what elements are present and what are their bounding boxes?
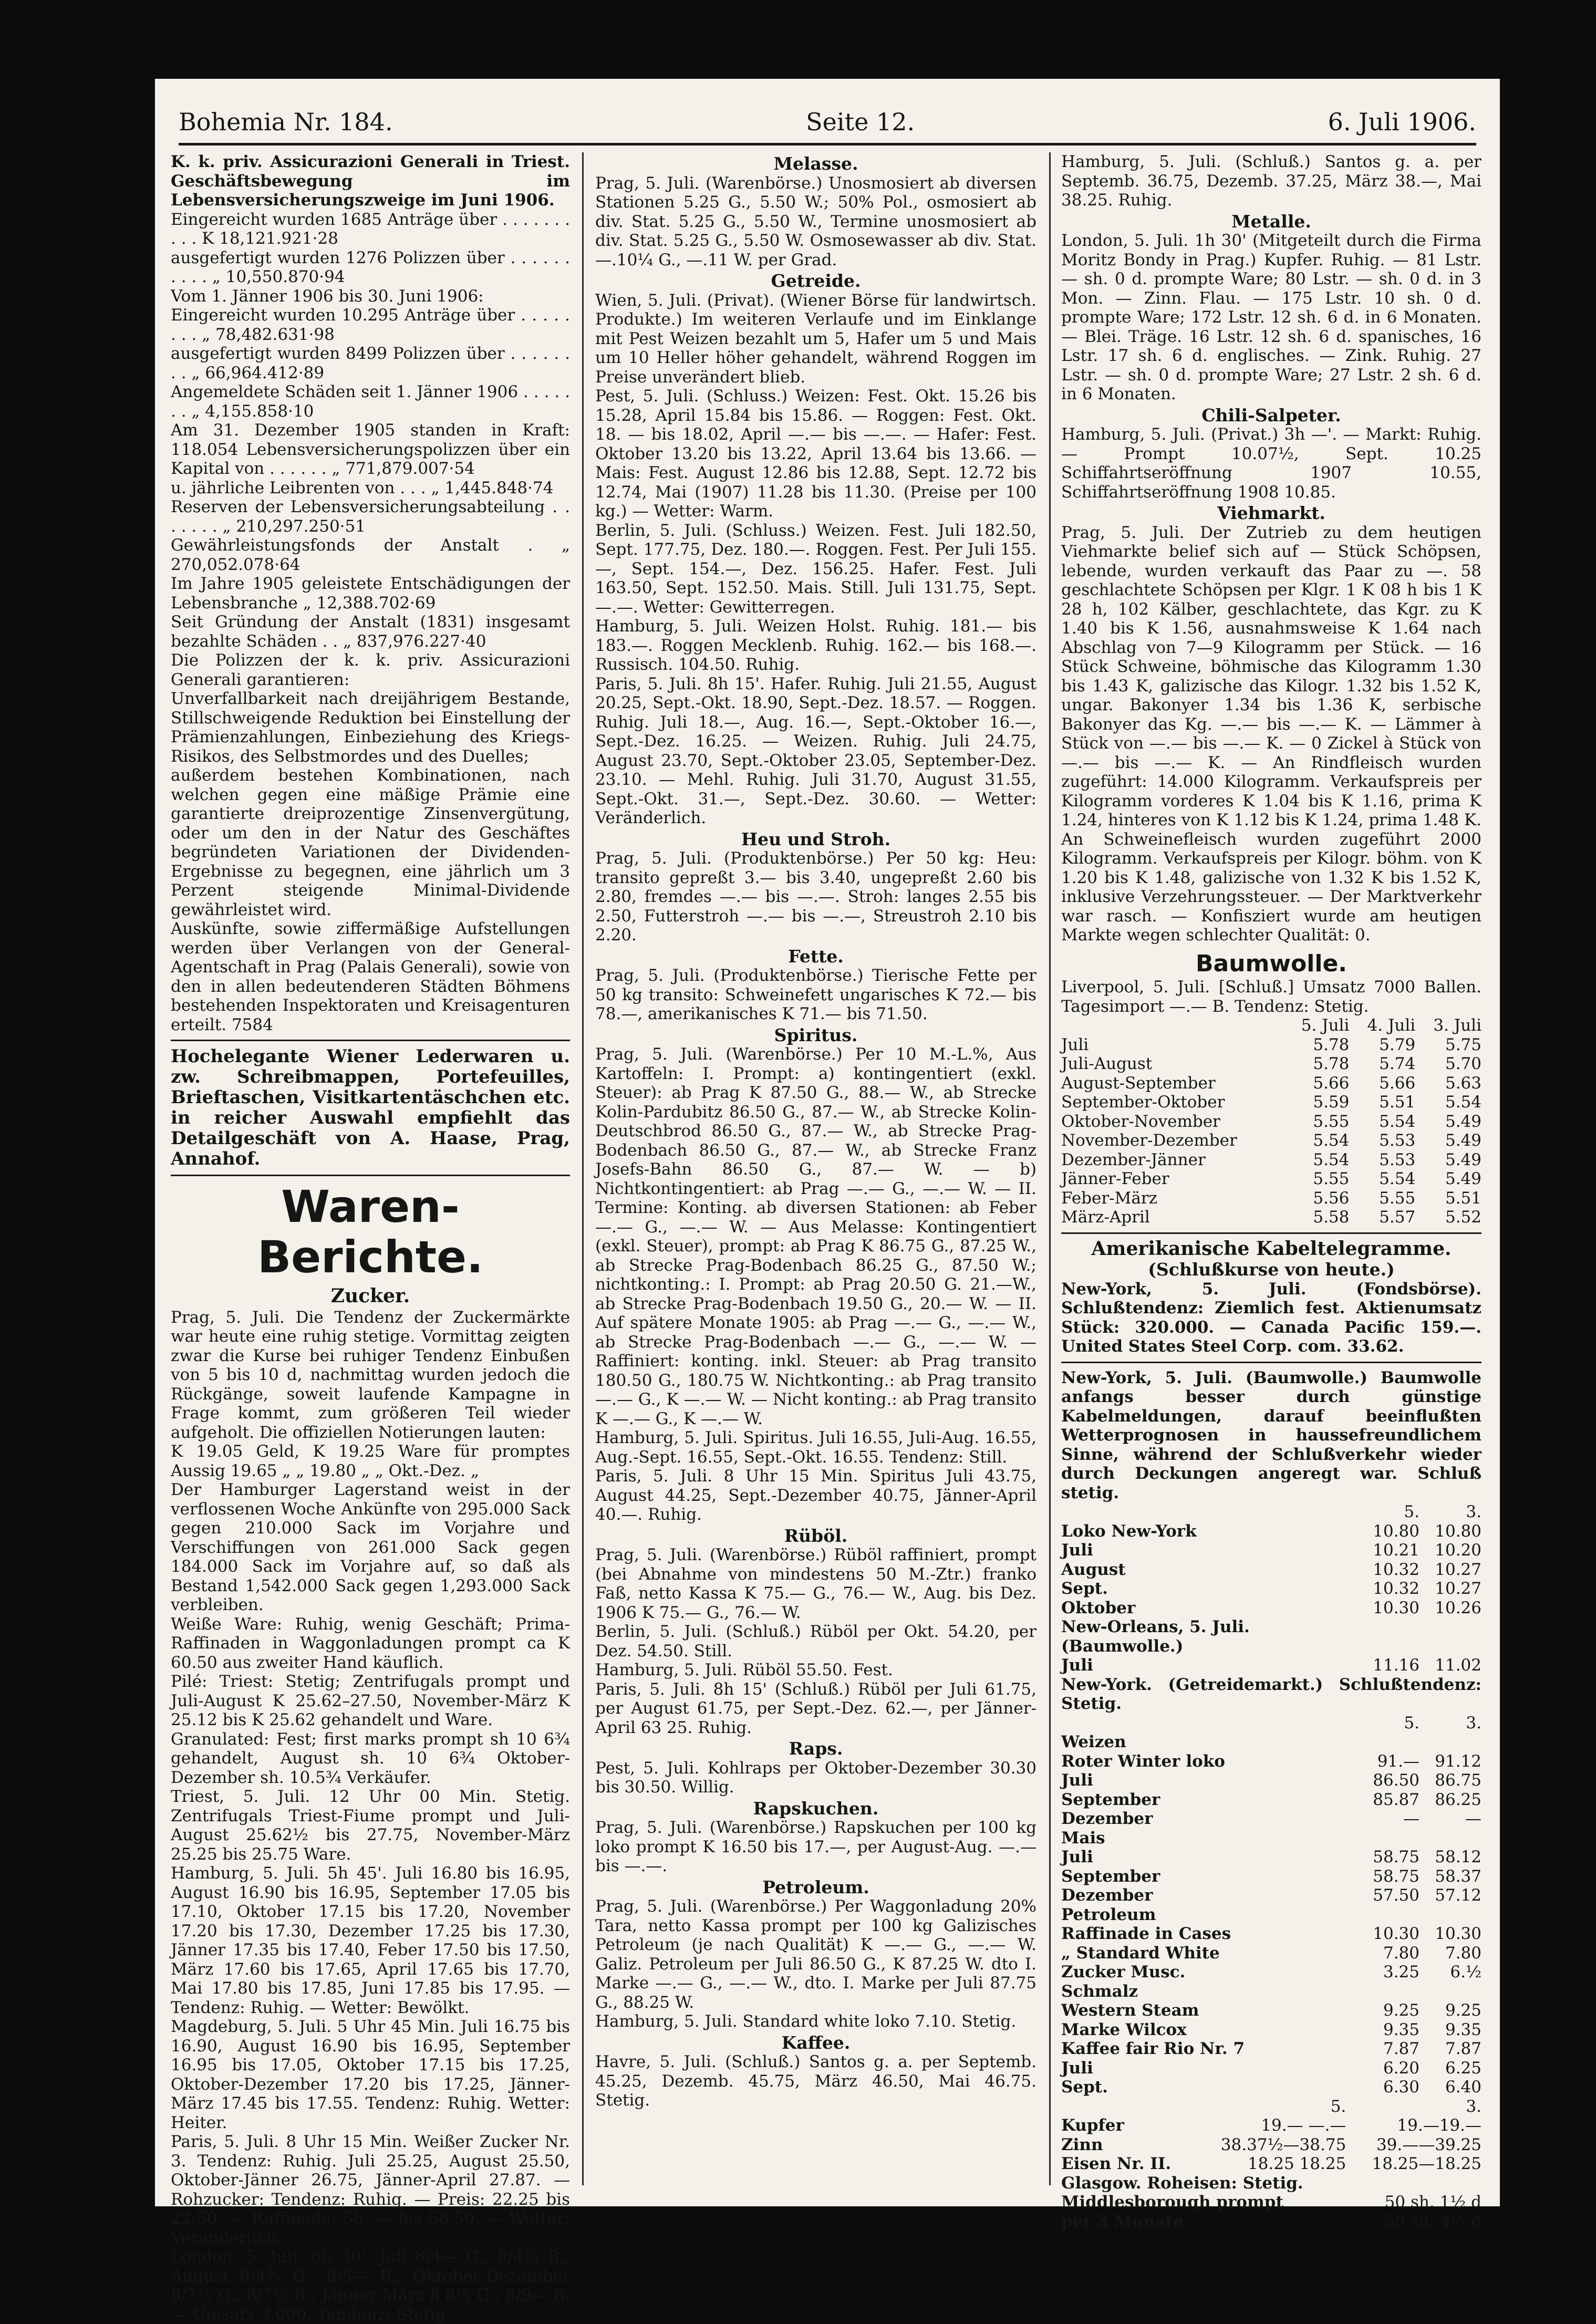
table-cell <box>1357 1829 1419 1848</box>
table-cell <box>1419 1905 1481 1925</box>
masthead: Bohemia Nr. 184. <box>179 108 393 136</box>
paragraph: Gewährleistungsfonds der Anstalt . „ 270,052.078·64 <box>171 536 570 574</box>
paragraph: Hamburg, 5. Juli. Rüböl 55.50. Fest. <box>595 1661 893 1679</box>
table-cell: 5. <box>1404 1713 1419 1732</box>
table-cell: Middlesborough prompt <box>1061 2193 1283 2212</box>
column-1 <box>171 152 570 2324</box>
table-row <box>1061 1074 1481 1093</box>
paragraph: Eingereicht wurden 10.295 Anträge über . . . . . . . . „ 78,482.631·98 <box>171 306 570 344</box>
paragraph: K. k. priv. Assicurazioni Generali in Triest. Geschäftsbewegung im Lebensversicherungszweige im Juni 1906. <box>171 152 570 210</box>
table-cell <box>1419 1732 1481 1752</box>
paragraph: Magdeburg, 5. Juli. 5 Uhr 45 Min. Juli 16.75 bis 16.90, August 16.90 bis 16.95, September 16.95 bis 17.05, Oktober 17.15 bis 17.25, Oktober-Dezember 17.20 bis 17.25, Jänner-März 17.45 bis 17.55. Tendenz: Ruhig. Wetter: Heiter. <box>171 2017 570 2132</box>
paragraph: London, 5. Juli. 8h 30'. Juli 8/4— G., 8/4¾ B., August 8/4¾ G., 8/5— B., Oktober-Dezember 8/7½ G., 8/7½ B., Jänner-März 8 8½ G., 8/9— B. — Umsatz 3.000. Tendenz: Stetig. <box>171 2247 570 2324</box>
table-row <box>1061 1982 1481 2001</box>
table-cell: 91.12 <box>1435 1751 1481 1771</box>
cotton-ny-table <box>1061 1502 1481 1675</box>
paragraph: Angemeldete Schäden seit 1. Jänner 1906 . . . . . . . „ 4,155.858·10 <box>171 382 570 421</box>
table-cell: 4. Juli <box>1367 1016 1416 1035</box>
table-row <box>1061 1886 1481 1905</box>
paragraph: Prag, 5. Juli. (Produktenbörse.) Per 50 kg: Heu: transito gepreßt 3.— bis 3.40, ungepreßt 2.60 bis 2.80, fremdes —.— bis —.—. Stroh: langes 2.55 bis 2.50, Futterstroh —.— bis —.—, Streustroh 2.10 bis 2.20. <box>595 849 1037 945</box>
table-cell: 5.53 <box>1379 1131 1416 1150</box>
section-title: Amerikanische Kabeltelegramme. <box>1091 1237 1452 1260</box>
table-cell <box>1061 1714 1357 1733</box>
table-row <box>1061 2039 1481 2059</box>
table-cell: 6.½ <box>1450 1963 1481 1981</box>
table-cell: 5.55 <box>1313 1112 1350 1131</box>
paragraph: ausgefertigt wurden 1276 Polizzen über . . . . . . . . . . „ 10,550.870·94 <box>171 248 570 286</box>
paragraph: Liverpool, 5. Juli. [Schluß.] Umsatz 7000 Ballen. Tagesimport —.— B. Tendenz: Stetig. <box>1061 978 1481 1016</box>
table-cell: 50 sh. 4½ d <box>1384 2212 1481 2231</box>
paragraph: Prag, 5. Juli. (Warenbörse.) Per 10 M.-L.%, Aus Kartoffeln: I. Prompt: a) kontingentiert (exkl. Steuer): ab Prag K 87.50 G., 88.— W., ab Strecke Kolin-Pardubitz 86.50 G., 87.— W., ab Strecke Kolin-Deutschbrod 86.50 G., 87.— W., ab Strecke Prag-Bodenbach 86.50 G., 87.— W., ab Strecke Franz Josefs-Bahn 86.50 G., 87.— W. — b) Nichtkontingentiert: ab Prag —.— G., —.— W. — II. Termine: Konting. ab diversen Stationen: ab Feber —.— G., —.— W. — Aus Melasse: Kontingentiert (exkl. Steuer), prompt: ab Prag K 86.75 G., 87.25 W., ab Strecke Prag-Bodenbach 86.25 G., 87.50 W.; nichtkonting.: I. Prompt: ab Prag 20.50 G. 21.—W., ab Strecke Prag-Bodenbach 19.50 G., 20.— W. — II. Auf spätere Monate 1905: ab Prag —.— G., —.— W., ab Strecke Prag-Bodenbach —.— G., —.— W. — Raffiniert: konting. inkl. Steuer: ab Prag transito 180.50 G., 180.75 W. Nichtkonting.: ab Prag transito —.— G., K —.— W. — Nicht konting.: ab Prag transito K —.— G., K —.— W. <box>595 1045 1037 1428</box>
paragraph: Pest, 5. Juli. Kohlraps per Oktober-Dezember 30.30 bis 30.50. Willig. <box>595 1758 1037 1797</box>
table-cell: 9.35 <box>1383 2020 1419 2039</box>
table-cell: 7.80 <box>1383 1943 1419 1963</box>
table-row <box>1061 1829 1481 1848</box>
table-cell: Raffinade in Cases <box>1061 1924 1231 1943</box>
table-cell: 5.49 <box>1445 1169 1481 1188</box>
table-cell: September-Oktober <box>1061 1093 1225 1112</box>
table-cell <box>1419 1829 1481 1848</box>
table-cell: November-Dezember <box>1061 1131 1237 1150</box>
paragraph: Hamburg, 5. Juli. Standard white loko 7.10. Stetig. <box>595 2012 1017 2031</box>
table-row <box>1061 1579 1481 1599</box>
table-cell: „ Standard White <box>1061 1943 1220 1963</box>
paragraph: Paris, 5. Juli. 8 Uhr 15 Min. Spiritus Juli 43.75, August 44.25, Sept.-Dezember 40.75, Jänner-April 40.—. Ruhig. <box>595 1467 1037 1524</box>
table-row <box>1061 2001 1481 2020</box>
table-cell: 5.51 <box>1445 1188 1481 1208</box>
glasgow-table <box>1061 2193 1481 2231</box>
table-cell: September <box>1061 1790 1160 1809</box>
table-cell: 57.12 <box>1435 1886 1481 1905</box>
table-row <box>1061 1169 1481 1189</box>
table-cell: 3. Juli <box>1433 1016 1481 1035</box>
table-cell: 5.49 <box>1445 1112 1481 1131</box>
section-subtitle: (Schlußkurse von heute.) <box>1148 1259 1395 1280</box>
table-row <box>1061 2212 1481 2232</box>
table-cell: 5.52 <box>1445 1208 1481 1227</box>
table-row <box>1061 2193 1481 2212</box>
table-cell: März-April <box>1061 1208 1150 1227</box>
table-row <box>1061 1752 1481 1771</box>
paragraph: Paris, 5. Juli. 8h 15'. Hafer. Ruhig. Juli 21.55, August 20.25, Sept.-Okt. 18.90, Sept.-Dez. 18.57. — Roggen. Ruhig. Juli 18.—, Aug. 16.—, Sept.-Oktober 16.—, Sept.-Dez. 16.25. — Weizen. Ruhig. Juli 24.75, August 23.70, Sept.-Oktober 23.05, September-Dez. 23.10. — Mehl. Ruhig. Juli 31.70, August 31.55, Sept.-Okt. 31.—, Sept.-Dez. 30.60. — Wetter: Veränderlich. <box>595 674 1037 827</box>
table-row <box>1061 2116 1481 2135</box>
section-heading: Getreide. <box>771 271 861 291</box>
table-header-row <box>1061 1714 1481 1733</box>
section-heading: Heu und Stroh. <box>741 828 891 849</box>
table-cell: 10.80 <box>1435 1521 1481 1541</box>
table-cell: 5. Juli <box>1301 1016 1350 1035</box>
table-cell: 3.25 <box>1383 1963 1419 1981</box>
paragraph: Prag, 5. Juli. Die Tendenz der Zuckermärkte war heute eine ruhig stetige. Vormittag zeigten zwar die Kurse bei ruhiger Tendenz Einbußen von 5 bis 10 d, nachmittag wurden jedoch die Rückgänge, soweit laufende Kampagne in Frage kommt, zum größeren Teil wieder aufgeholt. Die offiziellen Notierungen lauten: <box>171 1308 570 1442</box>
table-cell: Schmalz <box>1061 1981 1138 2001</box>
table-cell: Juli <box>1061 1656 1093 1675</box>
paragraph: Hamburg, 5. Juli. (Privat.) 3h —'. — Markt: Ruhig. — Prompt 10.07½, Sept. 10.25 Schiffahrtseröffnung 1907 10.55, Schiffahrtseröffnung 1908 10.85. <box>1061 425 1481 502</box>
table-cell: 18.25 18.25 <box>1247 2154 1346 2173</box>
page-header <box>179 101 1476 146</box>
table-cell <box>1357 1905 1419 1925</box>
table-cell: 10.80 <box>1373 1521 1419 1541</box>
table-cell: 5.66 <box>1379 1073 1416 1093</box>
table-cell: Weizen <box>1061 1732 1126 1751</box>
paragraph: Paris, 5. Juli. 8h 15' (Schluß.) Rüböl per Juli 61.75, per August 61.75, per Sept.-Dez. 62.—, per Jänner-April 63 25. Ruhig. <box>595 1679 1037 1737</box>
table-cell: 9.25 <box>1445 2001 1481 2020</box>
table-cell: 6.30 <box>1383 2078 1419 2097</box>
table-row <box>1061 1656 1481 1675</box>
paragraph: New-York, 5. Juli. (Baumwolle.) Baumwolle anfangs besser durch günstige Kabelmeldungen, darauf beeinflußten Wetterprognosen in haussefreundlichem Sinne, während der Schlußverkehr wieder durch Deckungen angeregt war. Schluß stetig. <box>1061 1368 1481 1502</box>
paragraph: Pilé: Triest: Stetig; Zentrifugals prompt und Juli-August K 25.62–27.50, November-März K 25.12 bis K 25.62 gehandelt und Ware. <box>171 1672 570 1729</box>
section-heading: Spiritus. <box>774 1024 858 1045</box>
table-cell: 3. <box>1466 1713 1481 1732</box>
paragraph: Eingereicht wurden 1685 Anträge über . . . . . . . . . . K 18,121.921·28 <box>171 210 570 248</box>
table-row <box>1061 1189 1481 1208</box>
divider <box>1061 1232 1481 1234</box>
table-cell: 86.50 <box>1373 1771 1419 1790</box>
paragraph: Havre, 5. Juli. (Schluß.) Santos g. a. per Septemb. 45.25, Dezemb. 45.75, März 46.50, Mai 46.75. Stetig. <box>595 2052 1037 2110</box>
table-cell <box>1061 1016 1283 1035</box>
table-cell: 5.78 <box>1313 1035 1350 1054</box>
paragraph: Seit Gründung der Anstalt (1831) insgesamt bezahlte Schäden . . „ 837,976.227·40 <box>171 613 570 651</box>
table-cell: 10.21 <box>1373 1541 1419 1560</box>
table-cell: 5.55 <box>1313 1169 1350 1188</box>
table-cell: 5.58 <box>1313 1208 1350 1227</box>
table-row <box>1061 2135 1481 2155</box>
table-cell: 5.54 <box>1379 1169 1416 1188</box>
paragraph: Berlin, 5. Juli. (Schluss.) Weizen. Fest. Juli 182.50, Sept. 177.75, Dez. 180.—. Roggen. Fest. Per Juli 155.—, Sept. 154.—, Dez. 156.25. Hafer. Fest. Juli 163.50, Sept. 152.50. Mais. Still. Juli 131.75, Sept. —.—. Wetter: Gewitterregen. <box>595 521 1037 617</box>
paragraph: Triest, 5. Juli. 12 Uhr 00 Min. Stetig. Zentrifugals Triest-Fiume prompt und Juli-August 25.62½ bis 27.75, November-März 25.25 bis 25.75 Ware. <box>171 1787 570 1864</box>
grain-ny-table <box>1061 1714 1481 2097</box>
table-cell: Mais <box>1061 1828 1105 1848</box>
paragraph: Die Polizzen der k. k. priv. Assicurazioni Generali garantieren: <box>171 651 570 689</box>
table-cell: 5.53 <box>1379 1150 1416 1169</box>
section-heading: Chili-Salpeter. <box>1201 404 1341 426</box>
divider <box>171 1175 570 1176</box>
table-cell: 5.51 <box>1379 1093 1416 1112</box>
paragraph: Hamburg, 5. Juli. (Schluß.) Santos g. a. per Septemb. 36.75, Dezemb. 37.25, März 38.—, Mai 38.25. Ruhig. <box>1061 152 1481 210</box>
table-row <box>1061 1599 1481 1618</box>
table-cell: Zucker Musc. <box>1061 1963 1186 1981</box>
table-cell: 3. <box>1466 2097 1481 2116</box>
table-cell: 5. <box>1404 1502 1419 1521</box>
table-row <box>1061 1522 1481 1541</box>
paragraph: Prag, 5. Juli. (Warenbörse.) Rapskuchen per 100 kg loko prompt K 16.50 bis 17.—, per August-Aug. —.— bis —.—. <box>595 1818 1037 1875</box>
section-heading: Kaffee. <box>781 2032 851 2053</box>
table-cell <box>1357 1617 1419 1656</box>
table-cell: 5.57 <box>1379 1208 1416 1227</box>
table-cell: 5.54 <box>1445 1093 1481 1112</box>
table-cell: 19.—19.— <box>1397 2116 1481 2135</box>
table-cell: 19.— —.— <box>1261 2116 1346 2135</box>
table-cell: 9.25 <box>1383 2001 1419 2020</box>
table-cell: Eisen Nr. II. <box>1061 2154 1172 2173</box>
table-row <box>1061 1560 1481 1580</box>
divider <box>1061 1362 1481 1363</box>
table-cell: 3. <box>1466 1502 1481 1521</box>
table-cell: Juli <box>1061 1541 1093 1560</box>
table-cell: 10.30 <box>1435 1924 1481 1943</box>
table-cell: Sept. <box>1061 1579 1108 1598</box>
section-title: Waren-Berichte. <box>257 1181 483 1283</box>
table-cell <box>1419 1617 1481 1656</box>
table-header-row <box>1061 2097 1481 2116</box>
paragraph: New-York, 5. Juli. (Fondsbörse). Schlußtendenz: Ziemlich fest. Aktienumsatz Stück: 320.000. — Canada Pacific 159.—. United States Steel Corp. com. 33.62. <box>1061 1279 1481 1356</box>
table-cell: Western Steam <box>1061 2001 1199 2020</box>
table-cell: 58.75 <box>1373 1866 1419 1886</box>
section-heading: Rüböl. <box>784 1525 848 1546</box>
table-row <box>1061 1541 1481 1560</box>
table-cell: 86.75 <box>1435 1771 1481 1790</box>
table-cell: 58.75 <box>1373 1848 1419 1866</box>
table-cell <box>1061 2097 1192 2116</box>
table-header-row <box>1061 1502 1481 1522</box>
paragraph: Wien, 5. Juli. (Privat). (Wiener Börse für landwirtsch. Produkte.) Im weiteren Verlaufe und im Einklange mit Pest Weizen bezahlt um 5, Hafer um 5 und Mais um 10 Heller höher gehandelt, während Roggen im Preise unverändert blieb. <box>595 290 1037 387</box>
table-cell: 5.74 <box>1379 1054 1416 1073</box>
table-cell: 7.87 <box>1383 2039 1419 2058</box>
table-row <box>1061 1054 1481 1074</box>
table-cell: 85.87 <box>1373 1790 1419 1809</box>
table-cell: 10.30 <box>1373 1924 1419 1943</box>
table-cell: Juli <box>1061 2058 1093 2078</box>
table-row <box>1061 2059 1481 2078</box>
issue-date: 6. Juli 1906. <box>1328 108 1476 136</box>
table-row <box>1061 1035 1481 1055</box>
section-heading: Rapskuchen. <box>753 1798 879 1819</box>
table-cell: 7.87 <box>1445 2039 1481 2058</box>
table-header-row <box>1061 1016 1481 1035</box>
paragraph: Reserven der Lebensversicherungsabteilung . . . . . . . „ 210,297.250·51 <box>171 497 570 536</box>
table-cell: Dezember <box>1061 1809 1153 1828</box>
table-cell: 39.——39.25 <box>1376 2135 1481 2154</box>
table-cell: 9.35 <box>1445 2020 1481 2039</box>
table-cell: per 3 Monate <box>1061 2212 1184 2231</box>
metals-ny-table <box>1061 2097 1481 2174</box>
table-cell: 91.— <box>1377 1751 1419 1771</box>
table-cell: Loko New-York <box>1061 1521 1197 1541</box>
table-cell: 10.26 <box>1435 1598 1481 1617</box>
table-row <box>1061 1112 1481 1132</box>
divider <box>171 1040 570 1041</box>
table-cell: 6.25 <box>1445 2058 1481 2078</box>
paragraph: Hamburg, 5. Juli. Spiritus. Juli 16.55, Juli-Aug. 16.55, Aug.-Sept. 16.55, Sept.-Okt. 16.55. Tendenz: Still. <box>595 1428 1037 1467</box>
table-row <box>1061 1790 1481 1810</box>
table-row <box>1061 1963 1481 1982</box>
advertisement: Hochelegante Wiener Lederwaren u. zw. Schreibmappen, Portefeuilles, Brieftaschen, Visitkartentäschchen etc. in reicher Auswahl empfiehlt das Detailgeschäft von A. Haase, Prag, Annahof. <box>171 1046 570 1169</box>
column-rule <box>582 152 584 2185</box>
table-cell: Jänner-Feber <box>1061 1169 1169 1188</box>
table-cell: 18.25—18.25 <box>1372 2154 1481 2173</box>
paragraph: Glasgow. Roheisen: Stetig. <box>1061 2173 1303 2193</box>
paragraph: London, 5. Juli. 1h 30' (Mitgeteilt durch die Firma Moritz Bondy in Prag.) Kupfer. Ruhig. — 81 Lstr. — sh. 0 d. prompte Ware; 80 Lstr. — sh. 0 d. in 3 Mon. — Zinn. Flau. — 175 Lstr. 10 sh. 0 d. prompte Ware; 172 Lstr. 12 sh. 6 d. in 6 Monaten. — Blei. Träge. 16 Lstr. 12 sh. 6 d. spanisches, 16 Lstr. 17 sh. 6 d. englisches. — Zink. Ruhig. 27 Lstr. — sh. 0 d. prompte Ware; 27 Lstr. 2 sh. 6 d. in 6 Monaten. <box>1061 231 1481 403</box>
table-row <box>1061 1905 1481 1925</box>
paragraph: Prag, 5. Juli. (Warenbörse.) Rüböl raffiniert, prompt (bei Abnahme von mindestens 50 M.-Ztr.) franko Faß, netto Kassa K 75.— G., 76.— W., Aug. bis Dez. 1906 K 75.— G., 76.— W. <box>595 1545 1037 1622</box>
table-cell: 10.32 <box>1373 1579 1419 1598</box>
table-cell: 50 sh. 1½ d <box>1384 2193 1481 2212</box>
table-cell: 5.78 <box>1313 1054 1350 1073</box>
table-cell: 5.79 <box>1379 1035 1416 1054</box>
table-cell: 11.02 <box>1435 1656 1481 1675</box>
table-cell: — <box>1465 1809 1481 1828</box>
table-cell: Dezember-Jänner <box>1061 1150 1206 1169</box>
table-row <box>1061 1732 1481 1752</box>
table-cell: 5. <box>1330 2097 1346 2116</box>
table-cell: Oktober <box>1061 1598 1136 1617</box>
paragraph: Paris, 5. Juli. 8 Uhr 15 Min. Weißer Zucker Nr. 3. Tendenz: Ruhig. Juli 25.25, August 25.50, Oktober-Jänner 26.75, Jänner-April 27.87. — Rohzucker: Tendenz: Ruhig. — Preis: 22.25 bis 22.50. — Raffinade: 56. — bis 56.50. — Wetter: Veränderlich. <box>171 2132 570 2247</box>
table-row <box>1061 1944 1481 1963</box>
table-cell: August-September <box>1061 1073 1216 1093</box>
table-cell: August <box>1061 1560 1126 1579</box>
table-cell: — <box>1403 1809 1419 1828</box>
cotton-price-table <box>1061 1016 1481 1227</box>
table-cell: Kaffee fair Rio Nr. 7 <box>1061 2039 1245 2058</box>
paragraph: Am 31. Dezember 1905 standen in Kraft: 118.054 Lebensversicherungspolizzen über ein Kapital von . . . . . . „ 771,879.007·54 <box>171 421 570 478</box>
paragraph: Granulated: Fest; first marks prompt sh 10 6¾ gehandelt, August sh. 10 6¾ Oktober-Dezember sh. 10.5¾ Verkäufer. <box>171 1729 570 1787</box>
section-heading: Melasse. <box>773 153 858 174</box>
paragraph: Prag, 5. Juli. (Warenbörse.) Per Waggonladung 20% Tara, netto Kassa prompt per 100 kg Galizisches Petroleum (je nach Qualität) K —.— G., —.— W. Galiz. Petroleum per Juli 86.50 G., K 87.25 W. dto I. Marke —.— G., —.— W., dto. I. Marke per Juli 87.75 G., 88.25 W. <box>595 1897 1037 2012</box>
table-cell: 6.40 <box>1445 2078 1481 2097</box>
table-row <box>1061 1848 1481 1867</box>
table-row <box>1061 1617 1481 1656</box>
section-heading: Petroleum. <box>762 1876 869 1897</box>
table-row <box>1061 1867 1481 1886</box>
newspaper-page <box>155 79 1500 2324</box>
table-cell: Juli-August <box>1061 1054 1153 1073</box>
table-cell: Roter Winter loko <box>1061 1751 1225 1771</box>
table-row <box>1061 1093 1481 1112</box>
table-cell: 10.30 <box>1373 1598 1419 1617</box>
table-cell: 5.54 <box>1313 1131 1350 1150</box>
table-cell: 10.32 <box>1373 1560 1419 1579</box>
column-2 <box>595 152 1037 2185</box>
paragraph: Hamburg, 5. Juli. 5h 45'. Juli 16.80 bis 16.95, August 16.90 bis 16.95, September 17.05 bis 17.10, Oktober 17.15 bis 17.20, November 17.20 bis 17.30, Dezember 17.25 bis 17.30, Jänner 17.35 bis 17.40, Feber 17.50 bis 17.50, März 17.60 bis 17.65, April 17.65 bis 17.70, Mai 17.80 bis 17.85, Juni 17.85 bis 17.95. — Tendenz: Ruhig. — Wetter: Bewölkt. <box>171 1864 570 2017</box>
table-cell: 6.20 <box>1383 2058 1419 2078</box>
table-cell: 7.80 <box>1445 1943 1481 1963</box>
section-title: Baumwolle. <box>1196 950 1347 977</box>
paragraph: Weiße Ware: Ruhig, wenig Geschäft; Prima-Raffinaden in Waggonladungen prompt ca K 60.50 aus zweiter Hand käuflich. <box>171 1614 570 1672</box>
table-cell: 10.27 <box>1435 1560 1481 1579</box>
table-row <box>1061 1150 1481 1170</box>
table-cell: Zinn <box>1061 2135 1103 2154</box>
table-cell: 57.50 <box>1373 1886 1419 1905</box>
table-row <box>1061 2020 1481 2040</box>
paragraph: New-York. (Getreidemarkt.) Schlußtendenz: Stetig. <box>1061 1675 1481 1713</box>
paragraph: K 19.05 Geld, K 19.25 Ware für promptes Aussig 19.65 „ „ 19.80 „ „ Okt.-Dez. „ <box>171 1442 570 1480</box>
table-row <box>1061 1809 1481 1829</box>
section-heading: Raps. <box>789 1738 843 1759</box>
table-cell: September <box>1061 1866 1160 1886</box>
table-cell: 5.49 <box>1445 1150 1481 1169</box>
table-cell: 5.66 <box>1313 1073 1350 1093</box>
table-cell <box>1357 1982 1419 2001</box>
table-cell: Petroleum <box>1061 1905 1156 1924</box>
table-cell: Oktober-November <box>1061 1112 1220 1131</box>
paragraph: u. jährliche Leibrenten von . . . „ 1,445.848·74 <box>171 478 554 497</box>
table-cell: 5.54 <box>1379 1112 1416 1131</box>
table-row <box>1061 2154 1481 2174</box>
table-cell: 5.56 <box>1313 1188 1350 1208</box>
paragraph: Prag, 5. Juli. (Warenbörse.) Unosmosiert ab diversen Stationen 5.25 G., 5.50 W.; 50% Pol., osmosiert ab div. Stat. 5.25 G., 5.50 W., Termine unosmosiert ab div. Stat. 5.25 G., 5.50 W. Osmosewasser ab div. Stat. —.10¼ G., —.11 W. per Grad. <box>595 173 1037 269</box>
table-row <box>1061 1131 1481 1150</box>
table-cell: 11.16 <box>1373 1656 1419 1675</box>
table-cell: Feber-März <box>1061 1188 1158 1208</box>
section-heading: Metalle. <box>1231 211 1311 232</box>
table-cell <box>1419 1982 1481 2001</box>
section-heading: Viehmarkt. <box>1217 503 1325 523</box>
paragraph: Auskünfte, sowie ziffermäßige Aufstellungen werden über Verlangen von der General-Agentschaft in Prag (Palais Generali), sowie von den in allen bedeutenderen Städten Böhmens bestehenden Inspektoraten und Kreisagenturen erteilt. 7584 <box>171 919 570 1034</box>
table-cell: 10.27 <box>1435 1579 1481 1598</box>
table-cell: 86.25 <box>1435 1790 1481 1809</box>
table-cell: Juli <box>1061 1771 1093 1790</box>
paragraph: Berlin, 5. Juli. (Schluß.) Rüböl per Okt. 54.20, per Dez. 54.50. Still. <box>595 1622 1037 1661</box>
paragraph: Unverfallbarkeit nach dreijährigem Bestande, Stillschweigende Reduktion bei Einstellung der Prämienzahlungen, Einbeziehung des Kriegs-Risikos, des Selbstmordes und des Duelles; <box>171 689 570 766</box>
table-cell: 38.37½—38.75 <box>1220 2135 1346 2154</box>
table-cell: Kupfer <box>1061 2116 1124 2135</box>
table-cell: 10.20 <box>1435 1541 1481 1560</box>
table-cell: 5.55 <box>1379 1188 1416 1208</box>
table-cell: 58.37 <box>1435 1866 1481 1886</box>
paragraph: Hamburg, 5. Juli. Weizen Holst. Ruhig. 181.— bis 183.—. Roggen Mecklenb. Ruhig. 162.— bis 168.—. Russisch. 104.50. Ruhig. <box>595 617 1037 674</box>
table-row <box>1061 2078 1481 2097</box>
table-cell: 5.59 <box>1313 1093 1350 1112</box>
table-cell: 5.54 <box>1313 1150 1350 1169</box>
table-cell: 5.75 <box>1445 1035 1481 1054</box>
table-row <box>1061 1924 1481 1944</box>
table-cell: 5.49 <box>1445 1131 1481 1150</box>
paragraph: Vom 1. Jänner 1906 bis 30. Juni 1906: <box>171 286 484 306</box>
table-cell: Dezember <box>1061 1886 1153 1905</box>
table-cell: 58.12 <box>1435 1848 1481 1866</box>
table-cell: Juli <box>1061 1035 1089 1054</box>
paragraph: Prag, 5. Juli. (Produktenbörse.) Tierische Fette per 50 kg transito: Schweinefett ungarisches K 72.— bis 78.—, amerikanisches K 71.— bis 71.50. <box>595 966 1037 1023</box>
paragraph: Pest, 5. Juli. (Schluss.) Weizen: Fest. Okt. 15.26 bis 15.28, April 15.84 bis 15.86. — Roggen: Fest. Okt. 18. — bis 18.02, April —.— bis —.—. — Hafer: Fest. Oktober 13.20 bis 13.22, April 13.64 bis 13.66. — Mais: Fest. August 12.86 bis 12.88, Sept. 12.72 bis 12.74, Mai (1907) 11.28 bis 11.30. (Preise per 100 kg.) — Wetter: Warm. <box>595 387 1037 521</box>
paragraph: außerdem bestehen Kombinationen, nach welchen gegen eine mäßige Prämie eine garantierte dreiprozentige Zinsenvergütung, oder um den in der Natur des Geschäftes begründeten Variationen der Dividenden-Ergebnisse zu begegnen, eine jährlich um 3 Perzent steigende Minimal-Dividende gewährleistet wird. <box>171 766 570 919</box>
table-cell <box>1061 1502 1357 1522</box>
paragraph: Der Hamburger Lagerstand weist in der verflossenen Woche Ankünfte von 295.000 Sack gegen 210.000 Sack im Vorjahre und Verschiffungen von 261.000 Sack gegen 184.000 Sack im Vorjahre auf, so daß als Bestand 1,542.000 Sack gegen 1,293.000 Sack verbleiben. <box>171 1480 570 1614</box>
column-rule <box>1049 152 1051 2185</box>
table-cell: 5.63 <box>1445 1073 1481 1093</box>
table-cell <box>1357 1732 1419 1752</box>
page-number: Seite 12. <box>806 108 915 136</box>
table-cell: Juli <box>1061 1848 1093 1866</box>
paragraph: Prag, 5. Juli. Der Zutrieb zu dem heutigen Viehmarkte belief sich auf — Stück Schöpsen, lebende, wurden verkauft das Paar zu —. 58 geschlachtete Schöpsen per Klgr. 1 K 08 h bis 1 K 28 h, 102 Kälber, geschlachtete, das Kgr. zu K 1.40 bis K 1.56, ausnahmsweise K 1.64 nach Abschlag von 7—9 Kilogramm per Stück. — 16 Stück Schweine, böhmische das Kilogramm 1.30 bis 1.43 K, galizische das Kilogr. 1.32 bis 1.52 K, ungar. Bakonyer 1.34 bis 1.36 K, serbische Bakonyer das Kg. —.— bis —.— K. — Lämmer à Stück von —.— bis —.— K. — 0 Zickel à Stück von —.— bis —.— K. — An Rindfleisch wurden zugeführt: 14.000 Kilogramm. Verkaufspreis per Kilogramm vorderes K 1.04 bis K 1.16, prima K 1.24, hinteres von K 1.12 bis K 1.24, prima 1.48 K. An Schweinefleisch wurden zugeführt 2000 Kilogramm. Verkaufspreis per Kilogr. böhm. von K 1.20 bis K 1.48, galizische von 1.32 K bis 1.52 K, inklusive Verzehrungssteuer. — Der Marktverkehr war rasch. — Konfisziert wurde am heutigen Markte wegen schlechter Qualität: 0. <box>1061 523 1481 945</box>
table-cell: Sept. <box>1061 2078 1108 2097</box>
table-cell: 5.70 <box>1445 1054 1481 1073</box>
table-row <box>1061 1208 1481 1227</box>
paragraph: Im Jahre 1905 geleistete Entschädigungen der Lebensbranche „ 12,388.702·69 <box>171 574 570 613</box>
subsection-title: Zucker. <box>330 1285 410 1307</box>
column-3 <box>1061 152 1481 2231</box>
table-row <box>1061 1771 1481 1790</box>
generali-report <box>171 152 570 1034</box>
table-cell: New-Orleans, 5. Juli. (Baumwolle.) <box>1061 1617 1250 1656</box>
paragraph: ausgefertigt wurden 8499 Polizzen über . . . . . . . . „ 66,964.412·89 <box>171 344 570 382</box>
section-heading: Fette. <box>788 946 844 967</box>
table-cell: Marke Wilcox <box>1061 2020 1187 2039</box>
